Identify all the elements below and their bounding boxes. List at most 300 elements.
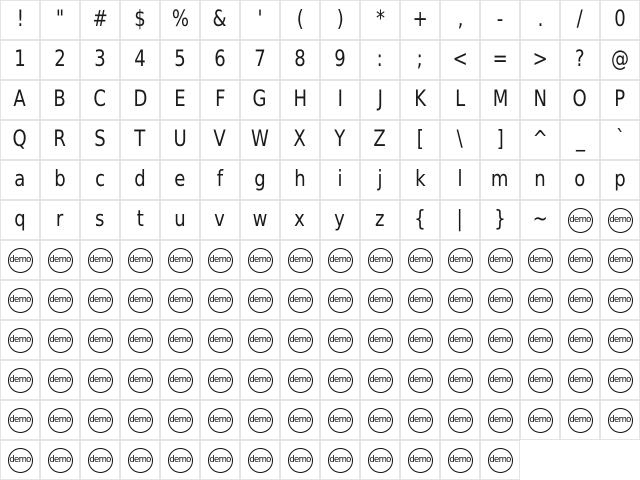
glyph-cell [440, 320, 480, 360]
glyph-cell [240, 200, 280, 240]
glyph-cell [160, 40, 200, 80]
glyph-cell [0, 400, 40, 440]
character-glyph: n [534, 167, 546, 192]
demo-placeholder-badge: demo [48, 368, 73, 393]
glyph-cell [80, 40, 120, 80]
glyph-cell [80, 320, 120, 360]
glyph-cell [360, 160, 400, 200]
demo-placeholder-badge: demo [88, 288, 113, 313]
glyph-cell [400, 240, 440, 280]
glyph-cell [480, 120, 520, 160]
glyph-cell [320, 80, 360, 120]
glyph-cell [600, 400, 640, 440]
glyph-cell [480, 0, 520, 40]
glyph-cell [360, 400, 400, 440]
demo-placeholder-badge: demo [448, 448, 473, 473]
demo-placeholder-badge: demo [128, 448, 153, 473]
glyph-cell [400, 120, 440, 160]
glyph-cell [200, 160, 240, 200]
demo-placeholder-badge: demo [528, 328, 553, 353]
demo-placeholder-badge: demo [48, 408, 73, 433]
character-glyph: { [414, 207, 426, 232]
glyph-cell [240, 0, 280, 40]
demo-placeholder-badge: demo [568, 368, 593, 393]
character-glyph: # [92, 7, 108, 32]
demo-placeholder-badge: demo [88, 248, 113, 273]
glyph-cell [240, 400, 280, 440]
character-glyph: T [134, 127, 146, 152]
demo-placeholder-badge: demo [208, 288, 233, 313]
glyph-cell [280, 280, 320, 320]
glyph-cell [520, 400, 560, 440]
character-glyph: k [414, 167, 426, 192]
glyph-cell [0, 280, 40, 320]
character-glyph: & [212, 7, 228, 32]
glyph-cell [120, 200, 160, 240]
glyph-cell [120, 400, 160, 440]
character-glyph: [ [416, 127, 424, 152]
character-glyph: F [214, 87, 226, 112]
character-glyph: 6 [214, 47, 226, 72]
glyph-cell [80, 400, 120, 440]
glyph-cell [0, 160, 40, 200]
demo-placeholder-badge: demo [168, 248, 193, 273]
glyph-cell [560, 160, 600, 200]
glyph-cell [240, 240, 280, 280]
glyph-cell [40, 80, 80, 120]
character-glyph: _ [575, 127, 585, 152]
demo-placeholder-badge: demo [608, 208, 633, 233]
character-glyph: q [14, 207, 26, 232]
demo-placeholder-badge: demo [528, 248, 553, 273]
glyph-cell [440, 40, 480, 80]
character-glyph: } [494, 207, 506, 232]
glyph-cell [360, 280, 400, 320]
character-glyph: ^ [532, 127, 548, 152]
glyph-cell [560, 320, 600, 360]
demo-placeholder-badge: demo [88, 448, 113, 473]
demo-placeholder-badge: demo [208, 448, 233, 473]
demo-placeholder-badge: demo [208, 328, 233, 353]
glyph-cell [320, 280, 360, 320]
demo-placeholder-badge: demo [128, 248, 153, 273]
demo-placeholder-badge: demo [328, 368, 353, 393]
character-glyph: V [213, 127, 227, 152]
glyph-cell [80, 0, 120, 40]
demo-placeholder-badge: demo [168, 328, 193, 353]
glyph-cell [480, 360, 520, 400]
glyph-cell [160, 200, 200, 240]
demo-placeholder-badge: demo [288, 408, 313, 433]
character-glyph: I [337, 87, 343, 112]
demo-placeholder-badge: demo [48, 248, 73, 273]
character-glyph: 8 [294, 47, 306, 72]
character-glyph: w [252, 207, 268, 232]
demo-placeholder-badge: demo [328, 248, 353, 273]
character-glyph: $ [134, 7, 146, 32]
glyph-cell [240, 360, 280, 400]
character-glyph: O [572, 87, 588, 112]
glyph-cell [360, 240, 400, 280]
character-glyph: * [375, 7, 385, 32]
demo-placeholder-badge: demo [8, 328, 33, 353]
demo-placeholder-badge: demo [408, 248, 433, 273]
character-glyph: ) [336, 7, 344, 32]
character-glyph: y [334, 207, 346, 232]
glyph-cell [560, 280, 600, 320]
character-glyph: + [412, 7, 428, 32]
glyph-cell [360, 0, 400, 40]
glyph-cell [400, 200, 440, 240]
glyph-cell [400, 40, 440, 80]
character-glyph: u [174, 207, 186, 232]
demo-placeholder-badge: demo [368, 408, 393, 433]
demo-placeholder-badge: demo [368, 248, 393, 273]
glyph-cell [80, 80, 120, 120]
character-glyph: M [492, 87, 508, 112]
character-glyph: ; [416, 47, 424, 72]
glyph-cell [600, 320, 640, 360]
demo-placeholder-badge: demo [488, 248, 513, 273]
demo-placeholder-badge: demo [288, 368, 313, 393]
demo-placeholder-badge: demo [248, 368, 273, 393]
glyph-cell [320, 40, 360, 80]
demo-placeholder-badge: demo [448, 248, 473, 273]
glyph-cell [360, 40, 400, 80]
glyph-cell [240, 120, 280, 160]
glyph-cell [0, 0, 40, 40]
glyph-cell [240, 320, 280, 360]
glyph-cell [280, 40, 320, 80]
glyph-cell [440, 400, 480, 440]
character-glyph: o [574, 167, 586, 192]
glyph-cell [160, 0, 200, 40]
demo-placeholder-badge: demo [488, 288, 513, 313]
glyph-cell [160, 80, 200, 120]
glyph-cell [0, 120, 40, 160]
glyph-cell [120, 120, 160, 160]
demo-placeholder-badge: demo [288, 248, 313, 273]
character-glyph: D [133, 87, 147, 112]
glyph-cell [440, 360, 480, 400]
demo-placeholder-badge: demo [528, 408, 553, 433]
glyph-cell [40, 360, 80, 400]
demo-placeholder-badge: demo [368, 448, 393, 473]
glyph-cell [280, 0, 320, 40]
glyph-cell [40, 280, 80, 320]
glyph-cell [200, 40, 240, 80]
glyph-cell [480, 160, 520, 200]
demo-placeholder-badge: demo [568, 208, 593, 233]
demo-placeholder-badge: demo [288, 448, 313, 473]
glyph-cell [440, 120, 480, 160]
character-glyph: ] [496, 127, 504, 152]
character-glyph: = [492, 47, 508, 72]
glyph-cell [200, 280, 240, 320]
glyph-cell [240, 80, 280, 120]
character-glyph: ` [615, 127, 625, 152]
demo-placeholder-badge: demo [448, 288, 473, 313]
character-glyph: ! [16, 7, 24, 32]
glyph-cell [320, 120, 360, 160]
character-glyph: J [377, 87, 383, 112]
demo-placeholder-badge: demo [448, 328, 473, 353]
glyph-cell [0, 360, 40, 400]
glyph-cell [200, 120, 240, 160]
glyph-cell [560, 400, 600, 440]
character-glyph: f [216, 167, 224, 192]
demo-placeholder-badge: demo [408, 288, 433, 313]
character-glyph: > [532, 47, 548, 72]
glyph-cell [40, 40, 80, 80]
character-glyph: ~ [532, 207, 548, 232]
glyph-cell [280, 120, 320, 160]
glyph-cell [400, 320, 440, 360]
demo-placeholder-badge: demo [248, 408, 273, 433]
glyph-cell [40, 440, 80, 480]
glyph-cell [280, 320, 320, 360]
character-glyph: Q [12, 127, 28, 152]
demo-placeholder-badge: demo [488, 368, 513, 393]
demo-placeholder-badge: demo [248, 448, 273, 473]
glyph-cell [560, 120, 600, 160]
demo-placeholder-badge: demo [8, 248, 33, 273]
glyph-cell [160, 360, 200, 400]
demo-placeholder-badge: demo [168, 368, 193, 393]
glyph-cell [80, 360, 120, 400]
character-glyph: b [54, 167, 66, 192]
character-glyph: 5 [174, 47, 186, 72]
character-glyph: X [293, 127, 307, 152]
glyph-cell [40, 320, 80, 360]
glyph-cell [600, 360, 640, 400]
glyph-cell [400, 280, 440, 320]
glyph-cell [520, 320, 560, 360]
character-glyph: % [171, 7, 189, 32]
glyph-cell [320, 440, 360, 480]
glyph-cell [120, 160, 160, 200]
character-glyph: 4 [134, 47, 146, 72]
glyph-cell [600, 280, 640, 320]
glyph-cell [200, 200, 240, 240]
glyph-cell [560, 40, 600, 80]
glyph-cell [560, 240, 600, 280]
demo-placeholder-badge: demo [168, 408, 193, 433]
character-glyph: d [134, 167, 146, 192]
glyph-cell [600, 40, 640, 80]
character-glyph: ( [296, 7, 304, 32]
demo-placeholder-badge: demo [8, 448, 33, 473]
character-glyph: c [95, 167, 105, 192]
demo-placeholder-badge: demo [88, 328, 113, 353]
demo-placeholder-badge: demo [48, 328, 73, 353]
glyph-cell [600, 0, 640, 40]
character-glyph: H [293, 87, 307, 112]
glyph-cell [400, 80, 440, 120]
demo-placeholder-badge: demo [8, 368, 33, 393]
glyph-cell [400, 360, 440, 400]
glyph-cell [200, 400, 240, 440]
character-glyph: j [377, 167, 383, 192]
glyph-cell [560, 200, 600, 240]
glyph-cell [520, 200, 560, 240]
demo-placeholder-badge: demo [88, 408, 113, 433]
glyph-cell [480, 200, 520, 240]
glyph-cell [360, 320, 400, 360]
character-glyph: x [294, 207, 306, 232]
glyph-cell [320, 160, 360, 200]
demo-placeholder-badge: demo [608, 368, 633, 393]
character-glyph: g [254, 167, 266, 192]
demo-placeholder-badge: demo [408, 368, 433, 393]
demo-placeholder-badge: demo [408, 328, 433, 353]
glyph-cell [80, 440, 120, 480]
glyph-cell [120, 440, 160, 480]
glyph-cell [440, 160, 480, 200]
demo-placeholder-badge: demo [408, 448, 433, 473]
character-glyph: ? [575, 47, 585, 72]
demo-placeholder-badge: demo [288, 328, 313, 353]
glyph-cell [0, 240, 40, 280]
demo-placeholder-badge: demo [608, 408, 633, 433]
glyph-cell [80, 240, 120, 280]
glyph-cell [520, 240, 560, 280]
glyph-cell [360, 360, 400, 400]
glyph-cell [320, 360, 360, 400]
demo-placeholder-badge: demo [208, 368, 233, 393]
character-glyph: A [13, 87, 27, 112]
character-glyph: r [56, 207, 64, 232]
glyph-cell [120, 80, 160, 120]
glyph-cell [80, 120, 120, 160]
glyph-cell [480, 80, 520, 120]
glyph-cell [600, 120, 640, 160]
demo-placeholder-badge: demo [328, 288, 353, 313]
glyph-cell [440, 440, 480, 480]
glyph-cell [200, 0, 240, 40]
character-glyph: : [376, 47, 384, 72]
glyph-cell [440, 200, 480, 240]
glyph-cell [440, 0, 480, 40]
character-glyph: e [174, 167, 186, 192]
glyph-cell [320, 0, 360, 40]
glyph-cell [40, 0, 80, 40]
glyph-cell [280, 400, 320, 440]
glyph-cell [520, 0, 560, 40]
glyph-cell [320, 200, 360, 240]
character-glyph: | [456, 207, 464, 232]
glyph-cell [520, 160, 560, 200]
character-glyph: a [14, 167, 26, 192]
demo-placeholder-badge: demo [248, 328, 273, 353]
glyph-cell [520, 120, 560, 160]
character-glyph: G [253, 87, 267, 112]
character-glyph: z [375, 207, 385, 232]
demo-placeholder-badge: demo [248, 248, 273, 273]
demo-placeholder-badge: demo [168, 448, 193, 473]
character-glyph: m [491, 167, 509, 192]
demo-placeholder-badge: demo [368, 288, 393, 313]
demo-placeholder-badge: demo [328, 328, 353, 353]
demo-placeholder-badge: demo [128, 368, 153, 393]
character-glyph: U [173, 127, 187, 152]
glyph-cell [120, 280, 160, 320]
glyph-cell [280, 240, 320, 280]
glyph-cell [600, 240, 640, 280]
glyph-cell [480, 280, 520, 320]
demo-placeholder-badge: demo [448, 368, 473, 393]
character-glyph: 7 [254, 47, 266, 72]
character-glyph: < [452, 47, 468, 72]
glyph-cell [120, 320, 160, 360]
glyph-cell [360, 120, 400, 160]
character-glyph: N [533, 87, 547, 112]
glyph-cell [240, 440, 280, 480]
glyph-cell [480, 320, 520, 360]
glyph-cell [40, 400, 80, 440]
demo-placeholder-badge: demo [608, 248, 633, 273]
glyph-cell [160, 240, 200, 280]
glyph-cell [320, 240, 360, 280]
character-glyph: \ [456, 127, 464, 152]
glyph-cell [0, 200, 40, 240]
character-glyph: Y [334, 127, 346, 152]
character-glyph: p [614, 167, 626, 192]
glyph-cell [280, 160, 320, 200]
glyph-cell [280, 440, 320, 480]
demo-placeholder-badge: demo [568, 408, 593, 433]
demo-placeholder-badge: demo [128, 328, 153, 353]
character-glyph: K [414, 87, 426, 112]
glyph-cell [400, 160, 440, 200]
glyph-cell [80, 200, 120, 240]
glyph-cell [160, 400, 200, 440]
character-glyph: 9 [334, 47, 346, 72]
glyph-cell [480, 40, 520, 80]
glyph-cell [0, 40, 40, 80]
glyph-cell [160, 320, 200, 360]
glyph-cell [360, 80, 400, 120]
glyph-cell [0, 320, 40, 360]
demo-placeholder-badge: demo [128, 288, 153, 313]
demo-placeholder-badge: demo [368, 328, 393, 353]
glyph-cell [560, 360, 600, 400]
demo-placeholder-badge: demo [48, 288, 73, 313]
glyph-cell [160, 160, 200, 200]
glyph-cell [560, 80, 600, 120]
demo-placeholder-badge: demo [608, 328, 633, 353]
glyph-cell [0, 440, 40, 480]
glyph-cell [360, 200, 400, 240]
glyph-cell [200, 360, 240, 400]
character-glyph: . [537, 7, 543, 32]
glyph-cell [400, 0, 440, 40]
character-glyph: , [457, 7, 463, 32]
character-glyph: P [614, 87, 626, 112]
glyph-cell [120, 0, 160, 40]
demo-placeholder-badge: demo [488, 328, 513, 353]
glyph-cell [240, 280, 280, 320]
glyph-cell [440, 240, 480, 280]
character-glyph: / [576, 7, 584, 32]
demo-placeholder-badge: demo [328, 408, 353, 433]
character-glyph: v [214, 207, 226, 232]
demo-placeholder-badge: demo [488, 448, 513, 473]
demo-placeholder-badge: demo [568, 288, 593, 313]
glyph-cell [120, 360, 160, 400]
character-glyph: 2 [54, 47, 66, 72]
glyph-cell [280, 360, 320, 400]
